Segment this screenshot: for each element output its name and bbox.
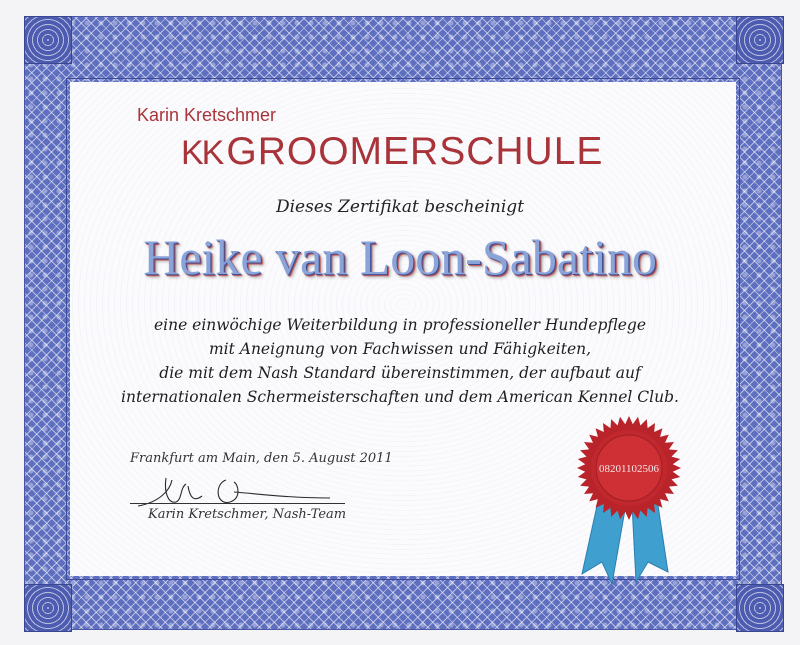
red-seal-with-ribbon bbox=[570, 412, 688, 612]
recipient-name: Heike van Loon-Sabatino bbox=[143, 229, 657, 285]
intro-line: Dieses Zertifikat bescheinigt bbox=[275, 197, 525, 217]
corner-ornament bbox=[24, 16, 72, 64]
school-title bbox=[181, 130, 603, 174]
signer-name: Karin Kretschmer, Nash-Team bbox=[148, 507, 347, 522]
corner-ornament bbox=[736, 584, 784, 632]
signature bbox=[130, 472, 350, 510]
body-line: die mit dem Nash Standard übereinstimmen, der aufbaut auf bbox=[159, 364, 641, 382]
school-name: GROOMERSCHULE bbox=[226, 130, 604, 173]
signature-line bbox=[130, 503, 345, 504]
seal-number: 08201102506 bbox=[598, 463, 660, 475]
corner-ornament bbox=[736, 16, 784, 64]
corner-ornament bbox=[24, 584, 72, 632]
school-owner: Karin Kretschmer bbox=[137, 105, 277, 125]
school-logo-mark: KK bbox=[181, 134, 223, 172]
place-date: Frankfurt am Main, den 5. August 2011 bbox=[130, 451, 393, 466]
body-line: mit Aneignung von Fachwissen und Fähigkeiten, bbox=[208, 340, 592, 358]
body-line: internationalen Schermeisterschaften und dem American Kennel Club. bbox=[121, 388, 679, 406]
body-line: eine einwöchige Weiterbildung in professioneller Hundepflege bbox=[153, 316, 647, 334]
certificate-body bbox=[0, 313, 800, 409]
